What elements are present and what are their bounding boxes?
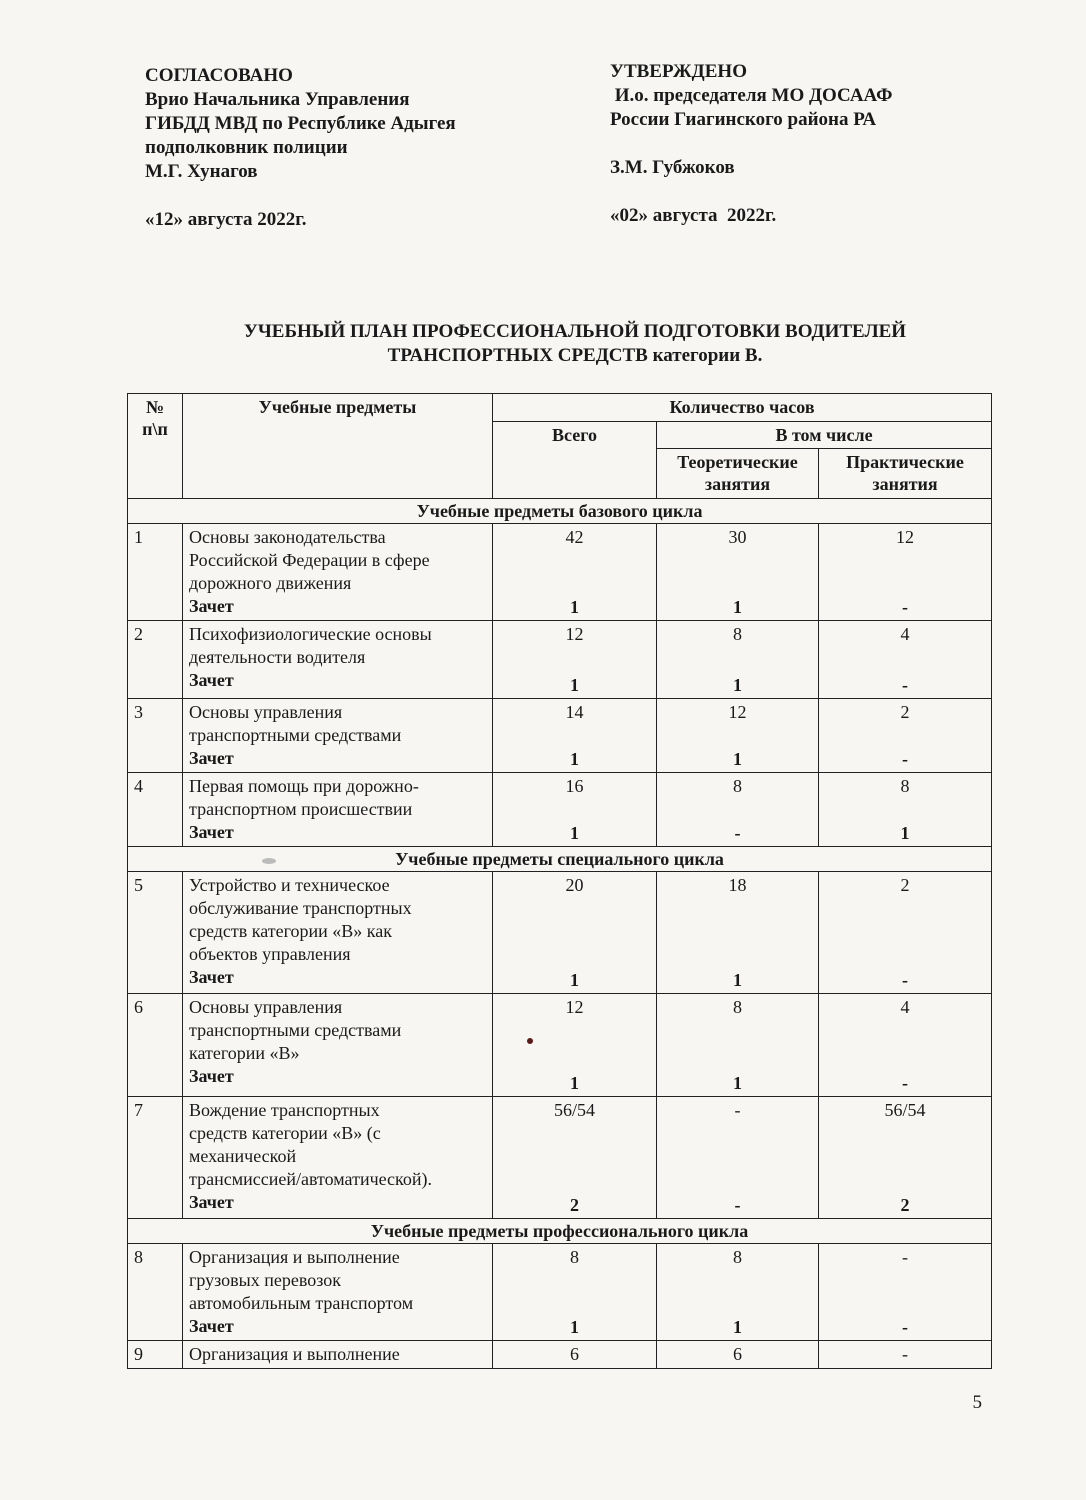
zachet-label: Зачет (189, 748, 234, 768)
header-subjects: Учебные предметы (183, 394, 493, 499)
subject-line: автомобильным транспортом (189, 1293, 414, 1313)
practice-hours: 2 (900, 875, 910, 895)
approval-heading: СОГЛАСОВАНО (145, 65, 293, 86)
theory-hours: 8 (733, 1247, 742, 1267)
row-number: 6 (128, 994, 183, 1097)
section-title: Учебные предметы профессионального цикла (128, 1219, 992, 1244)
smudge (262, 858, 276, 864)
subject-line: обслуживание транспортных (189, 898, 412, 918)
theory-hours: 30 (728, 527, 747, 547)
subject-line: Первая помощь при дорожно- (189, 776, 419, 796)
zachet-label: Зачет (189, 1066, 234, 1086)
practice-hours-cell (819, 699, 992, 773)
subject-line: транспортными средствами (189, 1020, 402, 1040)
subject-line: Организация и выполнение (189, 1344, 400, 1364)
subject-line: Основы законодательства (189, 527, 386, 547)
section-title: Учебные предметы базового цикла (128, 499, 992, 524)
practice-hours: 8 (900, 776, 910, 796)
total-zachet: 1 (570, 1073, 579, 1093)
zachet-label: Зачет (189, 1192, 234, 1212)
subject-line: Основы управления (189, 702, 343, 722)
subject-line: категории «В» (189, 1043, 300, 1063)
theory-zachet: 1 (733, 1317, 742, 1337)
subject-line: транспортными средствами (189, 725, 402, 745)
subject-cell (183, 1097, 493, 1219)
subject-line: Психофизиологические основы (189, 624, 432, 644)
zachet-label: Зачет (189, 1316, 234, 1336)
practice-hours-cell (819, 621, 992, 699)
total-hours: 16 (565, 776, 584, 796)
theory-zachet: - (734, 823, 741, 843)
practice-zachet: 2 (900, 1195, 910, 1215)
approval-block-agreed (145, 64, 456, 232)
subject-cell (183, 621, 493, 699)
theory-hours-cell (657, 524, 819, 621)
zachet-label: Зачет (189, 822, 234, 842)
practice-hours-cell (819, 994, 992, 1097)
total-hours: 20 (565, 875, 584, 895)
theory-hours: - (734, 1100, 741, 1120)
row-number: 3 (128, 699, 183, 773)
section-row (128, 1219, 992, 1244)
theory-hours-cell (657, 621, 819, 699)
total-hours: 42 (565, 527, 584, 547)
approval-signatory: М.Г. Хунагов (145, 161, 258, 182)
practice-hours-cell (819, 872, 992, 994)
header-total: Всего (493, 422, 657, 499)
total-hours-cell (493, 621, 657, 699)
table-row (128, 699, 992, 773)
practice-hours-cell (819, 524, 992, 621)
practice-hours: 12 (896, 527, 915, 547)
title-line: УЧЕБНЫЙ ПЛАН ПРОФЕССИОНАЛЬНОЙ ПОДГОТОВКИ ВОДИТЕЛЕЙ (243, 321, 907, 342)
approval-organization: ГИБДД МВД по Республике Адыгея (145, 113, 456, 134)
practice-hours: 2 (900, 702, 910, 722)
theory-hours: 12 (728, 702, 747, 722)
subject-line: объектов управления (189, 944, 351, 964)
total-zachet: 1 (570, 823, 579, 843)
subject-cell (183, 994, 493, 1097)
practice-zachet: - (902, 597, 909, 617)
row-number: 2 (128, 621, 183, 699)
theory-hours-cell (657, 1097, 819, 1219)
theory-hours-cell (657, 1341, 819, 1369)
subject-line: средств категории «В» как (189, 921, 393, 941)
header-practice: Практические занятия (819, 449, 992, 499)
subject-line: транспортном происшествии (189, 799, 413, 819)
row-number: 1 (128, 524, 183, 621)
total-zachet: 1 (570, 597, 579, 617)
total-zachet: 1 (570, 1317, 579, 1337)
subject-cell (183, 524, 493, 621)
row-number: 4 (128, 773, 183, 847)
theory-hours: 8 (733, 997, 742, 1017)
theory-zachet: - (734, 1195, 741, 1215)
approval-block-approved (610, 60, 892, 228)
practice-hours: 56/54 (884, 1100, 926, 1120)
practice-zachet: - (902, 1073, 909, 1093)
row-number: 7 (128, 1097, 183, 1219)
total-hours: 6 (570, 1344, 579, 1364)
practice-hours-cell (819, 1341, 992, 1369)
row-number: 8 (128, 1244, 183, 1341)
section-row (128, 499, 992, 524)
zachet-label: Зачет (189, 670, 234, 690)
subject-line: деятельности водителя (189, 647, 366, 667)
header-hours: Количество часов (493, 394, 992, 422)
total-zachet: 1 (570, 675, 579, 695)
subject-line: дорожного движения (189, 573, 352, 593)
practice-hours: 4 (900, 624, 910, 644)
practice-zachet: - (902, 1317, 909, 1337)
total-hours: 12 (565, 624, 584, 644)
theory-zachet: 1 (733, 597, 742, 617)
total-hours-cell (493, 699, 657, 773)
approval-position: И.о. председателя МО ДОСААФ (610, 85, 893, 106)
header-including: В том числе (657, 422, 992, 449)
theory-hours: 8 (733, 624, 742, 644)
subject-line: средств категории «В» (с (189, 1123, 381, 1143)
subject-cell (183, 699, 493, 773)
approval-signatory: З.М. Губжоков (610, 157, 735, 178)
practice-hours-cell (819, 1097, 992, 1219)
theory-hours-cell (657, 773, 819, 847)
zachet-label: Зачет (189, 596, 234, 616)
total-zachet: 1 (570, 970, 579, 990)
total-zachet: 2 (570, 1195, 579, 1215)
section-row (128, 847, 992, 872)
theory-hours-cell (657, 699, 819, 773)
total-hours-cell (493, 1341, 657, 1369)
theory-hours-cell (657, 872, 819, 994)
subject-line: Организация и выполнение (189, 1247, 400, 1267)
total-hours: 12 (565, 997, 584, 1017)
approval-date: «02» августа 2022г. (610, 205, 777, 226)
practice-zachet: - (902, 970, 909, 990)
zachet-label: Зачет (189, 967, 234, 987)
total-hours-cell (493, 994, 657, 1097)
subject-cell (183, 1341, 493, 1369)
total-hours-cell (493, 524, 657, 621)
subject-cell (183, 872, 493, 994)
total-hours: 56/54 (553, 1100, 595, 1120)
row-number: 9 (128, 1341, 183, 1369)
practice-zachet: - (902, 749, 909, 769)
practice-hours: - (902, 1344, 909, 1364)
subject-cell (183, 1244, 493, 1341)
subject-line: Российской Федерации в сфере (189, 550, 430, 570)
subject-line: Устройство и техническое (189, 875, 390, 895)
approval-date: «12» августа 2022г. (145, 209, 307, 230)
approval-organization: России Гиагинского района РА (610, 109, 877, 130)
theory-hours: 18 (728, 875, 747, 895)
table-row (128, 1244, 992, 1341)
practice-hours-cell (819, 1244, 992, 1341)
theory-hours: 8 (733, 776, 742, 796)
curriculum-table (127, 393, 992, 1369)
subject-line: грузовых перевозок (189, 1270, 341, 1290)
section-title: Учебные предметы специального цикла (128, 847, 992, 872)
subject-line: механической (189, 1146, 297, 1166)
table-row (128, 1341, 992, 1369)
header-theory: Теоретические занятия (657, 449, 819, 499)
subject-cell (183, 773, 493, 847)
subject-line: Основы управления (189, 997, 343, 1017)
total-hours-cell (493, 773, 657, 847)
table-row (128, 994, 992, 1097)
total-hours: 14 (565, 702, 584, 722)
approval-position: Врио Начальника Управления (145, 89, 410, 110)
practice-hours: - (902, 1247, 909, 1267)
subject-line: Вождение транспортных (189, 1100, 380, 1120)
theory-hours-cell (657, 994, 819, 1097)
table-row (128, 872, 992, 994)
document-title (130, 320, 1020, 368)
practice-zachet: - (902, 675, 909, 695)
theory-hours-cell (657, 1244, 819, 1341)
practice-hours: 4 (900, 997, 910, 1017)
title-line: ТРАНСПОРТНЫХ СРЕДСТВ категории В. (387, 345, 763, 366)
total-hours-cell (493, 1244, 657, 1341)
subject-line: трансмиссией/автоматической). (189, 1169, 433, 1189)
practice-hours-cell (819, 773, 992, 847)
table-row (128, 621, 992, 699)
row-number: 5 (128, 872, 183, 994)
ink-spot (527, 1038, 533, 1044)
practice-zachet: 1 (900, 823, 910, 843)
theory-zachet: 1 (733, 675, 742, 695)
table-row (128, 773, 992, 847)
theory-zachet: 1 (733, 749, 742, 769)
total-hours-cell (493, 1097, 657, 1219)
approval-rank: подполковник полиции (145, 137, 348, 158)
total-hours-cell (493, 872, 657, 994)
theory-hours: 6 (733, 1344, 742, 1364)
total-zachet: 1 (570, 749, 579, 769)
header-num: № п\п (128, 394, 183, 499)
theory-zachet: 1 (733, 1073, 742, 1093)
page-number: 5 (972, 1392, 982, 1413)
table-row (128, 1097, 992, 1219)
table-row (128, 524, 992, 621)
theory-zachet: 1 (733, 970, 742, 990)
total-hours: 8 (570, 1247, 579, 1267)
approval-heading: УТВЕРЖДЕНО (610, 61, 747, 82)
